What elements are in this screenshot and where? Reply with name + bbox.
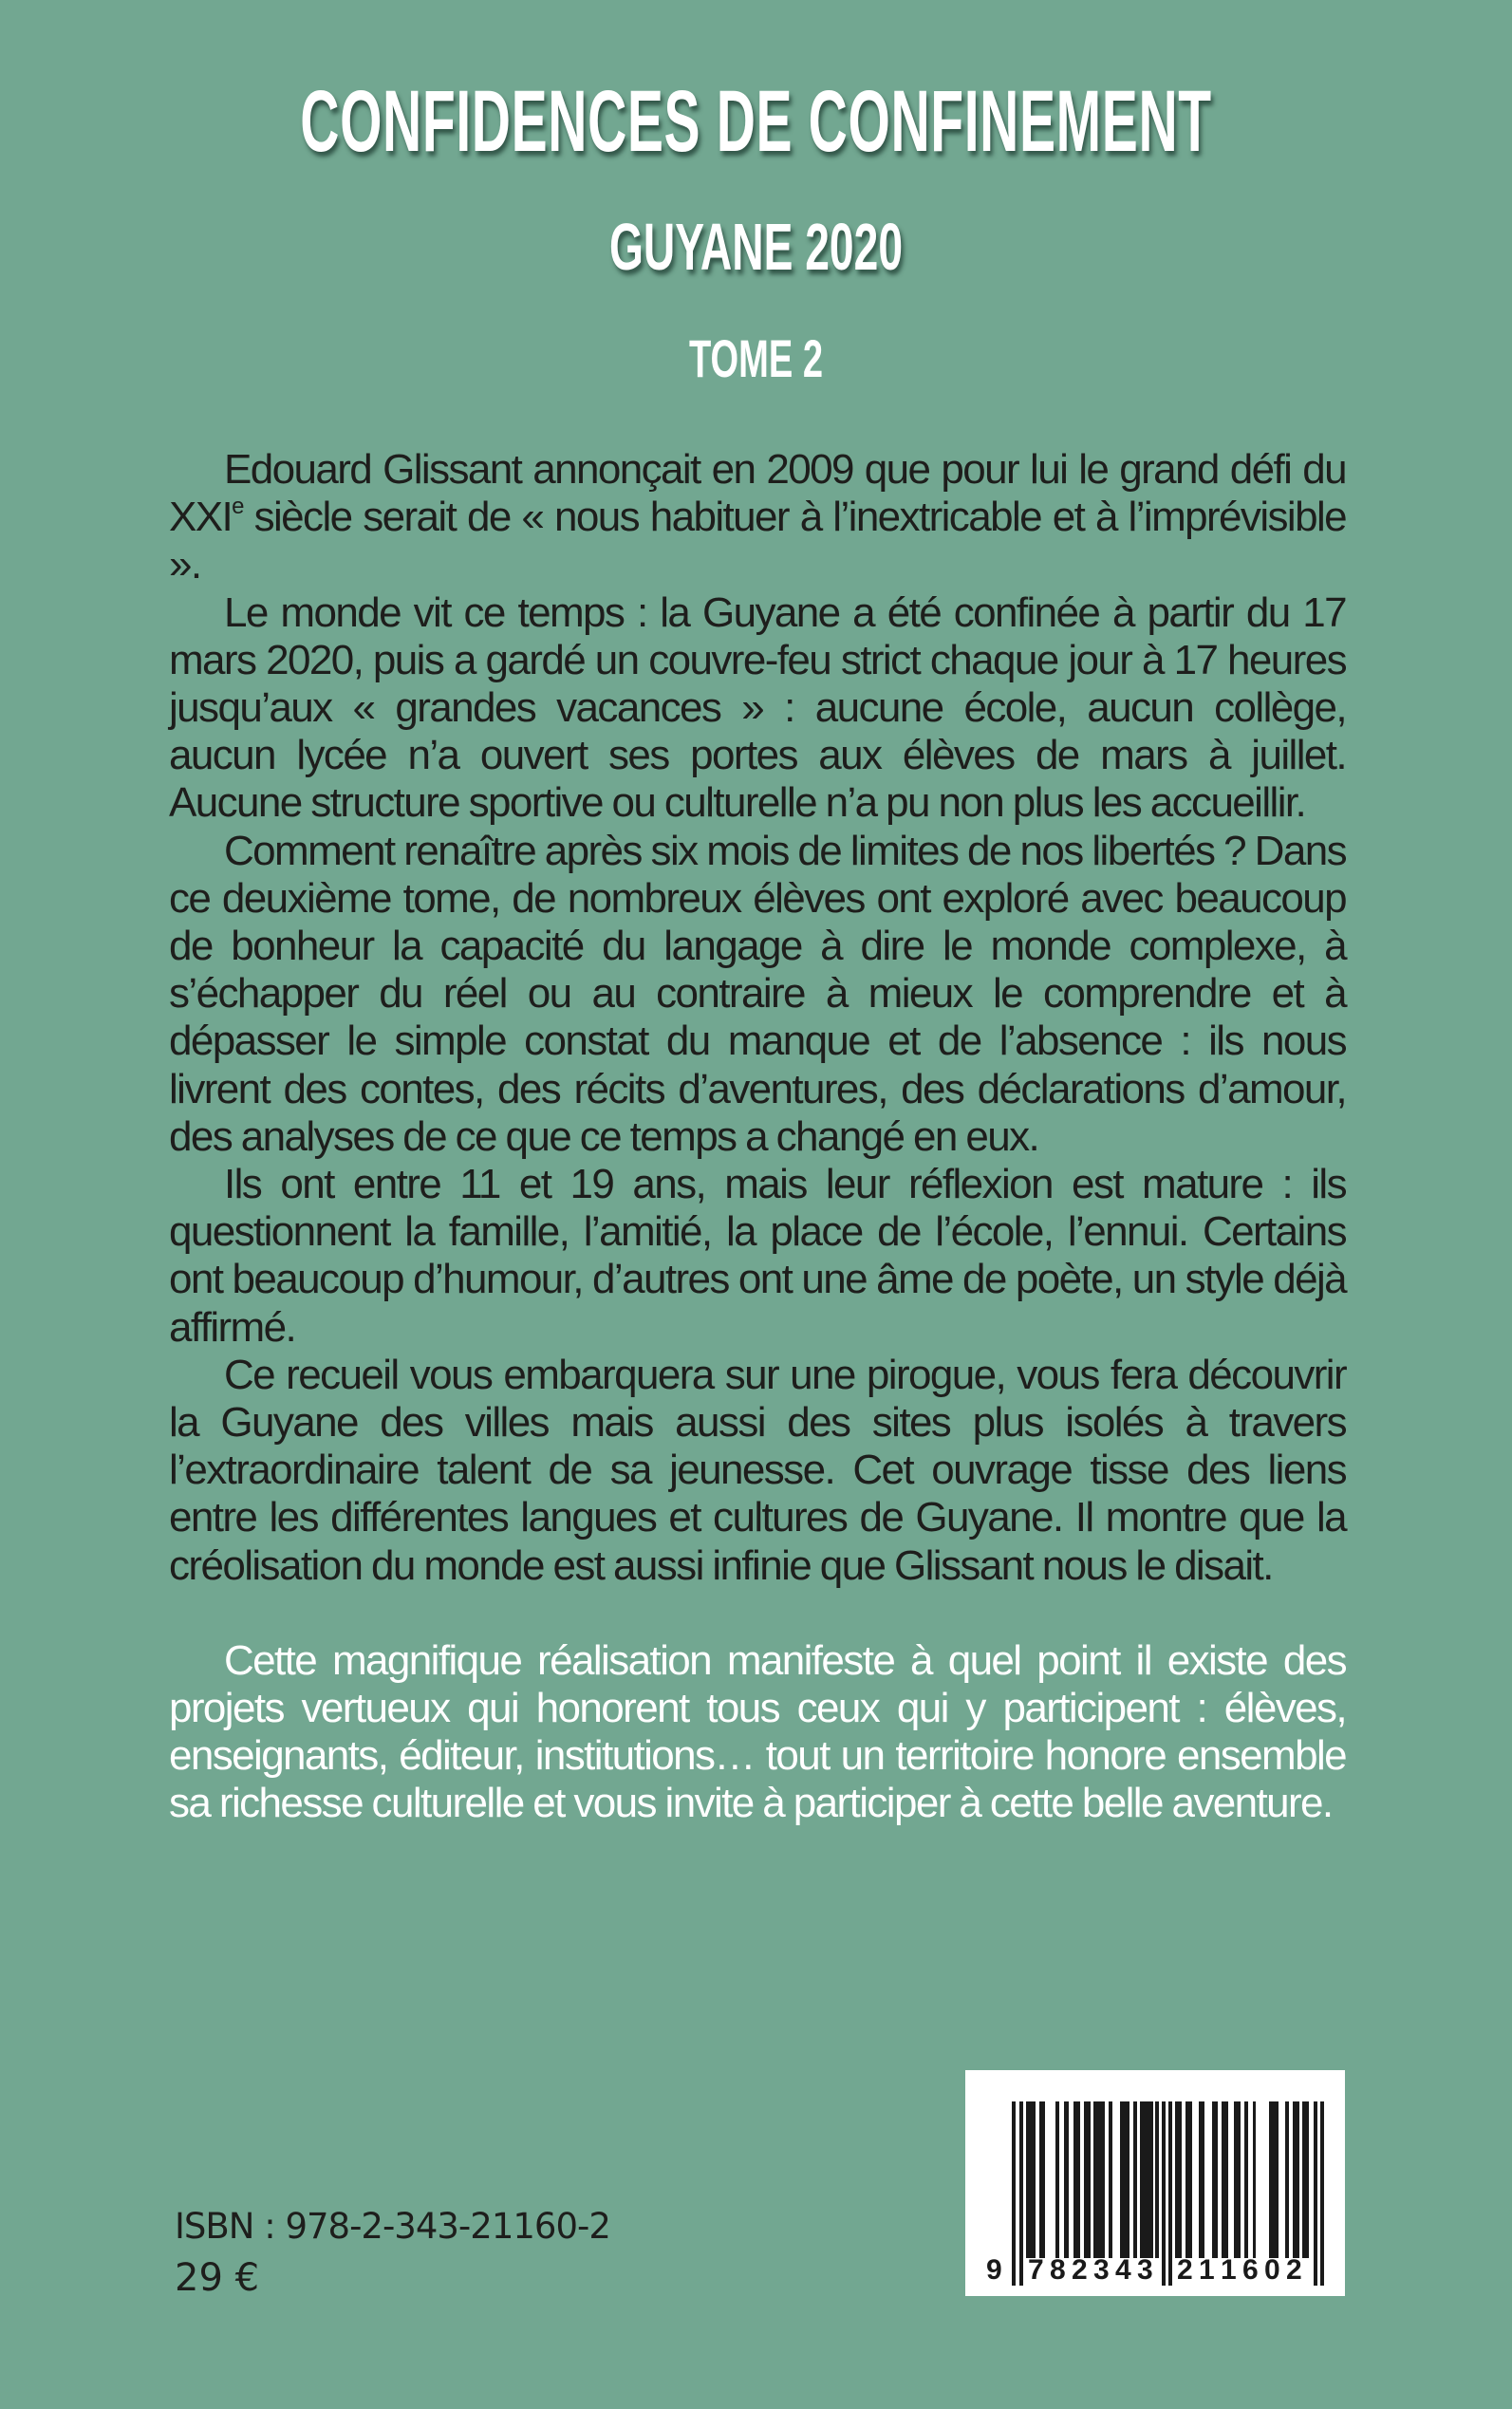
barcode-digit: 7 [1028, 2254, 1044, 2286]
book-subtitle: GUYANE 2020 [608, 210, 904, 284]
blurb [169, 446, 1346, 1828]
blurb-paragraph-5: Ce recueil vous embarquera sur une pirogue, vous fera découvrir la Guyane des villes mais aussi des sites plus isolés à travers l’extraordinaire talent de sa jeunesse. Cet ouvrage tisse des liens entre les différentes langues et cultures de Guyane. Il montre que la créolisation du monde est aussi infinie que Glissant nous le disait. [169, 1351, 1346, 1589]
barcode-digit: 2 [1072, 2254, 1088, 2286]
blurb-paragraph-1-text-b: siècle serait de « nous habituer à l’inextricable et à l’imprévisible ». [169, 494, 1346, 588]
blurb-paragraph-1-text-a: Edouard Glissant annonçait en 2009 que pour lui le grand défi du XXI [169, 446, 1346, 541]
blurb-paragraph-3: Comment renaître après six mois de limites de nos libertés ? Dans ce deuxième tome, de nombreux élèves ont exploré avec beaucoup de bonheur la capacité du langage à dire le monde complexe, à s’échapper du réel ou au contraire à mieux le comprendre et à dépasser le simple constat du manque et de l’absence : ils nous livrent des contes, des récits d’aventures, des déclarations d’amour, des analyses de ce que ce temps a changé en eux. [169, 827, 1346, 1160]
barcode-digit: 2 [1177, 2254, 1193, 2286]
barcode-digit: 6 [1242, 2254, 1259, 2286]
isbn-label: ISBN : 978-2-343-21160-2 [175, 2206, 610, 2247]
volume-label: TOME 2 [688, 328, 824, 388]
superscript-e: e [232, 494, 243, 520]
blurb-paragraph-6-highlight: Cette magnifique réalisation manifeste à quel point il existe des projets vertueux qui honorent tous ceux qui y participent : élèves, enseignants, éditeur, institutions… tout un territoire honore ensemble sa richesse culturelle et vous invite à participer à cette belle aventure. [169, 1636, 1346, 1827]
barcode-digit: 8 [1050, 2254, 1066, 2286]
blurb-paragraph-4: Ils ont entre 11 et 19 ans, mais leur réflexion est mature : ils questionnent la famille, l’amitié, la place de l’école, l’ennui. Certains ont beaucoup d’humour, d’autres ont une âme de poète, un style déjà affirmé. [169, 1161, 1346, 1351]
price-label: 29 € [175, 2256, 260, 2300]
book-title: CONFIDENCES DE CONFINEMENT [300, 73, 1212, 170]
barcode-digit: 9 [986, 2254, 1002, 2286]
barcode-digit: 3 [1093, 2254, 1110, 2286]
barcode-digit: 1 [1221, 2254, 1237, 2286]
barcode-digit: 4 [1115, 2254, 1131, 2286]
blurb-paragraph-2: Le monde vit ce temps : la Guyane a été confinée à partir du 17 mars 2020, puis a gardé un couvre-feu strict chaque jour à 17 heures jusqu’aux « grandes vacances » : aucune école, aucun collège, aucun lycée n’a ouvert ses portes aux élèves de mars à juillet. Aucune structure sportive ou culturelle n’a pu non plus les accueillir. [169, 588, 1346, 827]
barcode-digit: 1 [1199, 2254, 1215, 2286]
blurb-paragraph-1 [169, 446, 1346, 589]
barcode [965, 2070, 1345, 2296]
barcode-digit: 2 [1286, 2254, 1302, 2286]
barcode-digit: 0 [1264, 2254, 1280, 2286]
barcode-digit: 3 [1137, 2254, 1153, 2286]
